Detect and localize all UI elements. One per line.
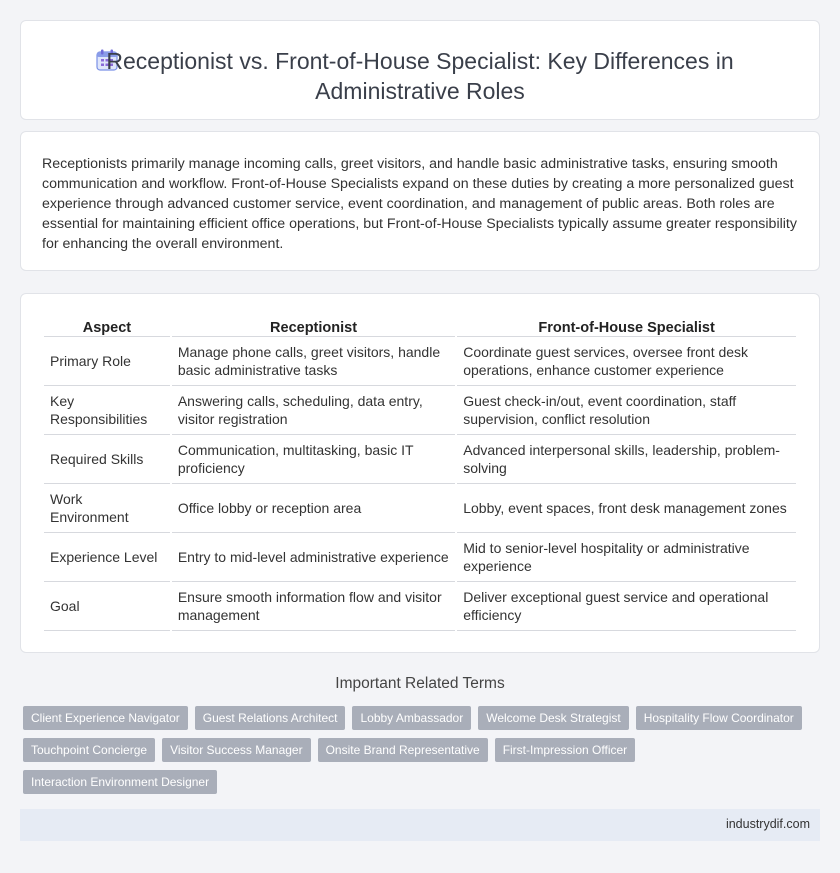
comparison-table (42, 317, 798, 631)
row-foh-specialist: Deliver exceptional guest service and operational efficiency (457, 582, 796, 631)
row-foh-specialist: Mid to senior-level hospitality or administrative experience (457, 533, 796, 582)
header-receptionist: Receptionist (172, 317, 455, 337)
row-aspect: Primary Role (44, 337, 170, 386)
related-term-tag[interactable]: Client Experience Navigator (23, 706, 188, 730)
table-row (44, 386, 796, 435)
row-aspect: Required Skills (44, 435, 170, 484)
header-aspect: Aspect (44, 317, 170, 337)
row-aspect: Experience Level (44, 533, 170, 582)
table-row (44, 337, 796, 386)
row-receptionist: Communication, multitasking, basic IT proficiency (172, 435, 455, 484)
related-term-tag[interactable]: Interaction Environment Designer (23, 770, 217, 794)
related-terms-list (23, 706, 813, 802)
row-receptionist: Answering calls, scheduling, data entry, visitor registration (172, 386, 455, 435)
related-term-tag[interactable]: Touchpoint Concierge (23, 738, 155, 762)
row-receptionist: Manage phone calls, greet visitors, handle basic administrative tasks (172, 337, 455, 386)
related-term-tag[interactable]: First-Impression Officer (495, 738, 635, 762)
related-term-tag[interactable]: Hospitality Flow Coordinator (636, 706, 802, 730)
row-foh-specialist: Lobby, event spaces, front desk management zones (457, 484, 796, 533)
row-aspect: Work Environment (44, 484, 170, 533)
title-card (20, 20, 820, 120)
page-title (21, 46, 819, 106)
row-receptionist: Entry to mid-level administrative experience (172, 533, 455, 582)
page-title-line-1: Receptionist vs. Front-of-House Specialist: Key Differences in (106, 48, 734, 74)
comparison-card (20, 293, 820, 653)
page-title-line-2: Administrative Roles (315, 78, 525, 104)
table-row (44, 582, 796, 631)
row-foh-specialist: Coordinate guest services, oversee front desk operations, enhance customer experience (457, 337, 796, 386)
intro-paragraph: Receptionists primarily manage incoming calls, greet visitors, and handle basic administrative tasks, ensuring smooth communication and workflow. Front-of-House Specialists expand on these duties by creating a more personalized guest experience through advanced customer service, event coordination, and management of public areas. Both roles are essential for maintaining efficient office operations, but Front-of-House Specialists typically assume greater responsibility for enhancing the overall environment. (42, 156, 797, 252)
intro-card (20, 131, 820, 271)
related-term-tag[interactable]: Guest Relations Architect (195, 706, 346, 730)
related-term-tag[interactable]: Welcome Desk Strategist (478, 706, 629, 730)
related-term-tag[interactable]: Lobby Ambassador (352, 706, 471, 730)
related-terms-heading: Important Related Terms (335, 675, 505, 692)
related-term-tag[interactable]: Onsite Brand Representative (318, 738, 488, 762)
related-term-tag[interactable]: Visitor Success Manager (162, 738, 311, 762)
row-aspect: Key Responsibilities (44, 386, 170, 435)
table-row (44, 435, 796, 484)
header-foh-specialist: Front-of-House Specialist (457, 317, 796, 337)
row-foh-specialist: Advanced interpersonal skills, leadership, problem-solving (457, 435, 796, 484)
row-receptionist: Office lobby or reception area (172, 484, 455, 533)
table-row (44, 484, 796, 533)
table-row (44, 533, 796, 582)
row-receptionist: Ensure smooth information flow and visitor management (172, 582, 455, 631)
footer-site-link[interactable]: industrydif.com (725, 817, 810, 831)
row-aspect: Goal (44, 582, 170, 631)
row-foh-specialist: Guest check-in/out, event coordination, staff supervision, conflict resolution (457, 386, 796, 435)
table-header-row (44, 317, 796, 337)
footer-bar (20, 809, 820, 841)
